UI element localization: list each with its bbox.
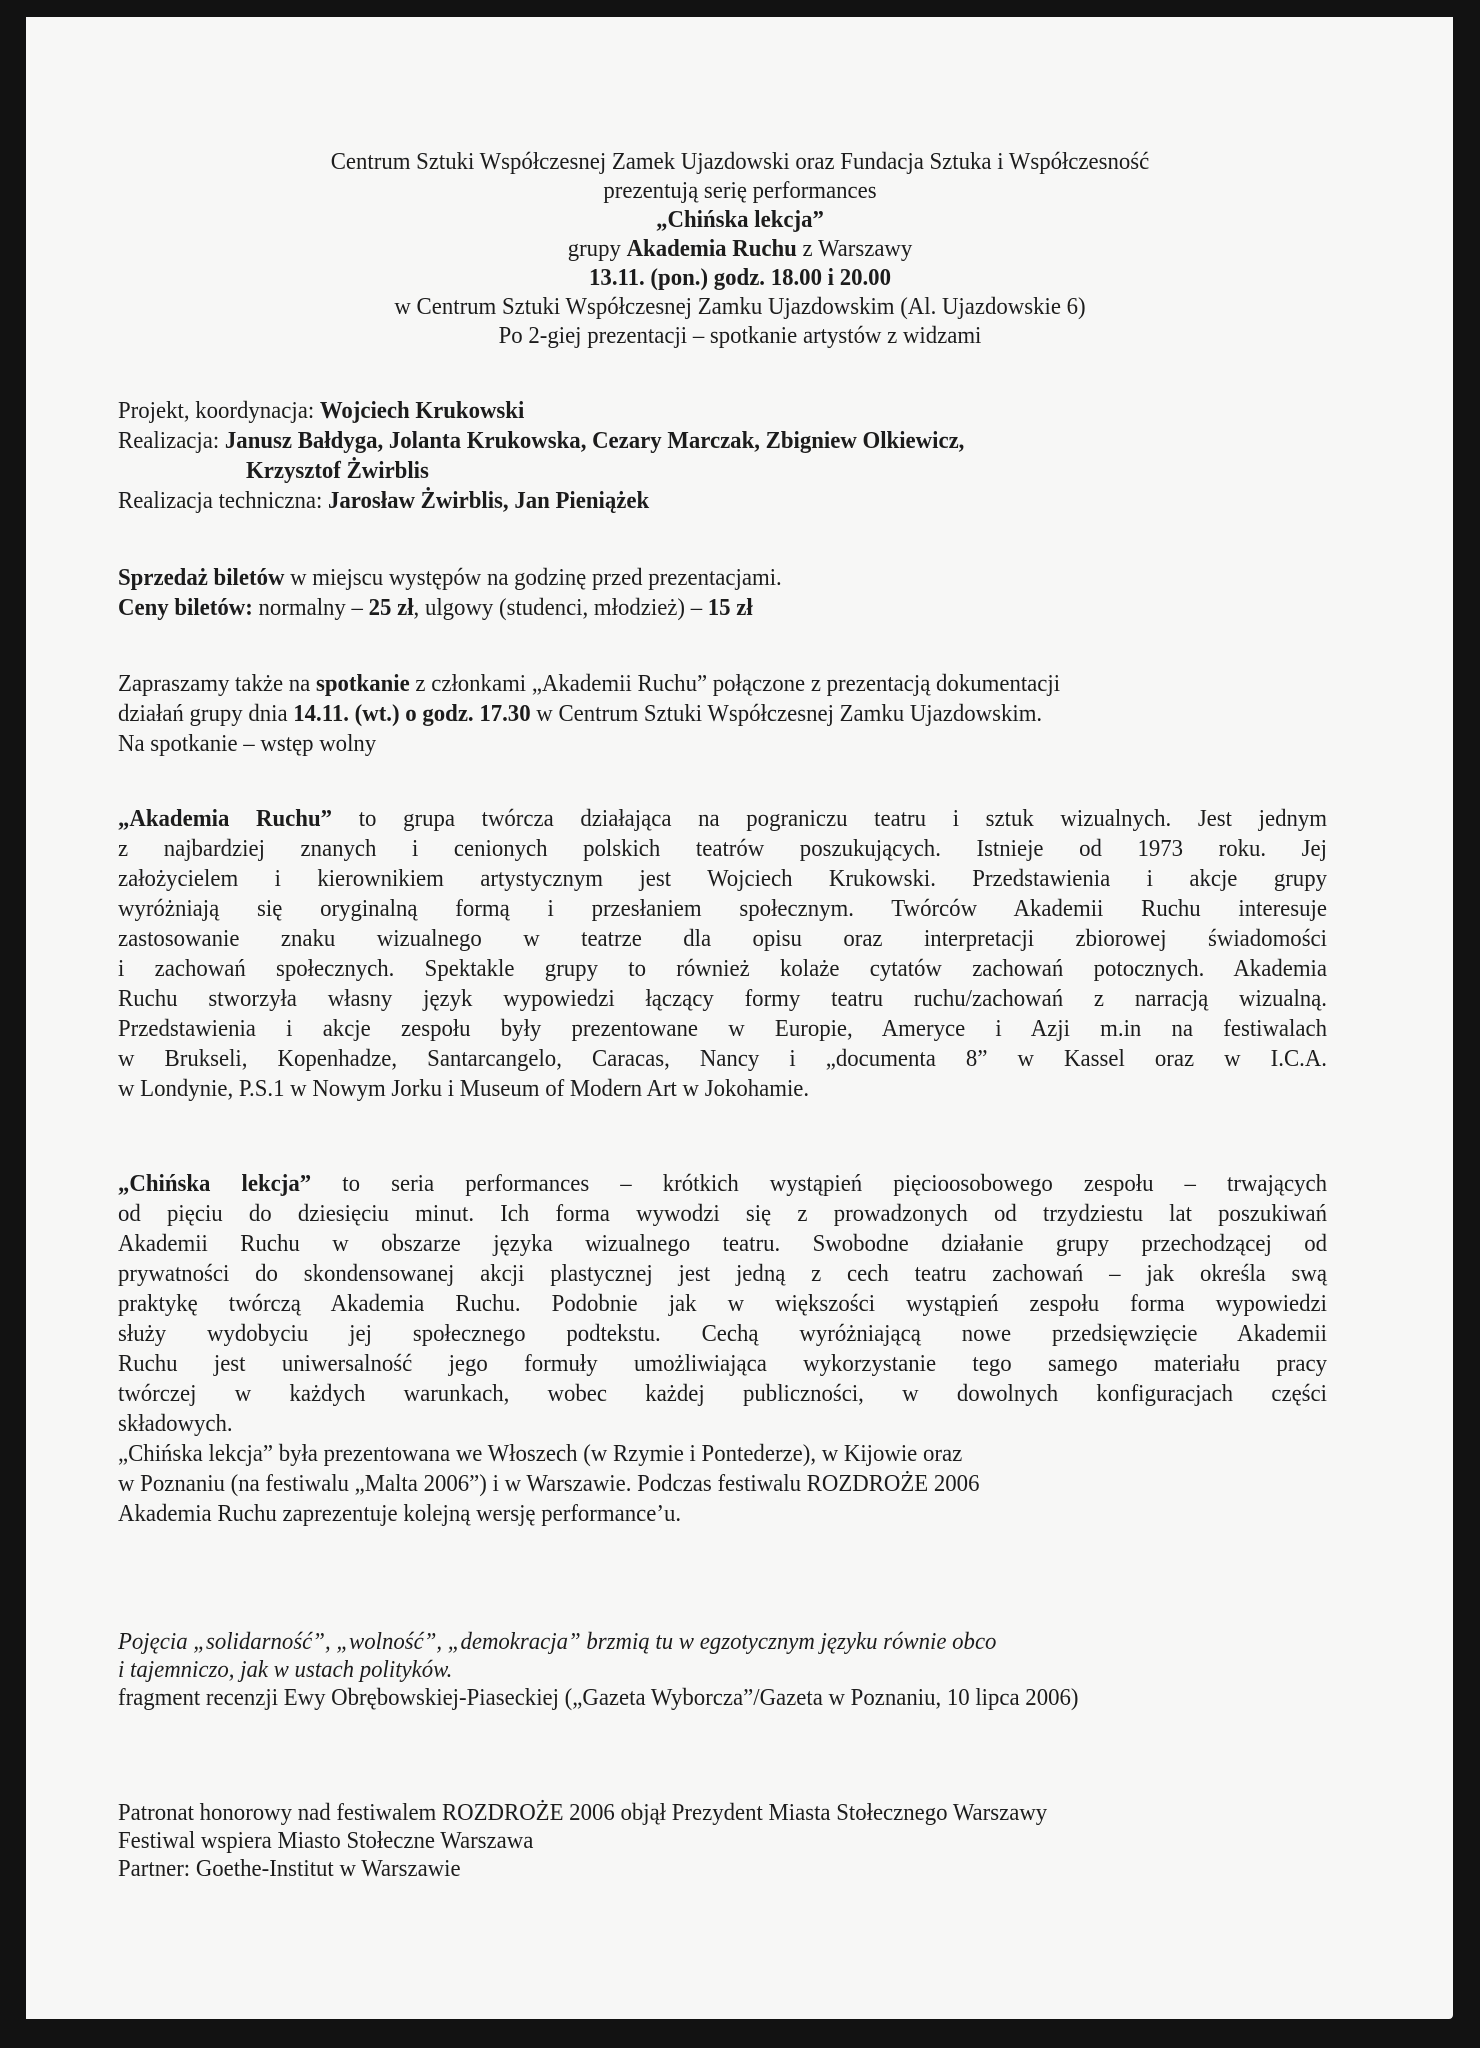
event-venue: w Centrum Sztuki Współczesnej Zamku Ujazdowskim (Al. Ujazdowskie 6): [394, 293, 1086, 320]
meeting-line-2: [118, 700, 1042, 728]
credit-realization: [118, 427, 964, 455]
partner-note: Partner: Goethe-Institut w Warszawie: [118, 1855, 461, 1882]
text: Zapraszamy także na: [118, 670, 317, 697]
paragraph-line: założycielem i kierownikiem artystycznym jest Wojciech Krukowski. Przedstawienia i akcje grupy: [118, 865, 1327, 892]
paragraph-line: Przedstawienia i akcje zespołu były prezentowane w Europie, Ameryce i Azji m.in na festiwalach: [118, 1015, 1327, 1042]
paragraph-line: wyróżniają się oryginalną formą i przesłaniem społecznym. Twórców Akademii Ruchu interesuje: [118, 895, 1327, 922]
paragraph-line: i zachowań społecznych. Spektakle grupy to również kolaże cytatów zachowań potocznych. Akademia: [118, 955, 1327, 982]
price-normal: 25 zł: [368, 594, 414, 621]
meeting-line-3: Na spotkanie – wstęp wolny: [118, 730, 377, 757]
price-reduced: 15 zł: [707, 594, 753, 621]
credit-label: Projekt, koordynacja:: [118, 397, 320, 424]
paragraph-line: od pięciu do dziesięciu minut. Ich forma wywodzi się z prowadzonych od trzydziestu lat poszukiwań: [118, 1200, 1327, 1227]
credit-label: Realizacja techniczna:: [118, 487, 329, 514]
header-group: [52, 235, 1428, 263]
text: w Centrum Sztuki Współczesnej Zamku Ujazdowskim.: [530, 700, 1043, 727]
group-prefix: grupy: [567, 235, 627, 262]
history-line: Akademia Ruchu zaprezentuje kolejną wersję performance’u.: [118, 1500, 682, 1527]
credit-value: Jarosław Żwirblis, Jan Pieniążek: [328, 487, 650, 514]
ticket-sale-label: Sprzedaż biletów: [118, 564, 285, 591]
group-name: Akademia Ruchu: [626, 235, 797, 262]
history-line: „Chińska lekcja” była prezentowana we Włoszech (w Rzymie i Pontederze), w Kijowie oraz: [118, 1440, 963, 1467]
ticket-sale-text: w miejscu występów na godzinę przed prezentacjami.: [284, 564, 782, 591]
paragraph-line: Ruchu jest uniwersalność jego formuły umożliwiająca wykorzystanie tego samego materiału pracy: [118, 1350, 1327, 1377]
paragraph-line: Ruchu stworzyła własny język wypowiedzi łączący formy teatru ruchu/zachowań z narracją wizualną.: [118, 985, 1327, 1012]
header-organizers: Centrum Sztuki Współczesnej Zamek Ujazdowski oraz Fundacja Sztuka i Współczesność: [330, 148, 1150, 175]
paragraph-line: praktykę twórczą Akademia Ruchu. Podobnie jak w większości wystąpień zespołu forma wypowiedzi: [118, 1290, 1327, 1317]
quote-line: i tajemniczo, jak w ustach polityków.: [118, 1656, 453, 1683]
credit-technical: [118, 487, 649, 515]
ticket-prices: [118, 594, 753, 622]
paragraph-line: w Londynie, P.S.1 w Nowym Jorku i Museum of Modern Art w Jokohamie.: [118, 1075, 810, 1102]
paragraph-line: Akademii Ruchu w obszarze języka wizualnego teatru. Swobodne działanie grupy przechodzącej od: [118, 1230, 1327, 1257]
support-note: Festiwal wspiera Miasto Stołeczne Warszawa: [118, 1827, 534, 1854]
paragraph-line: [118, 1170, 1327, 1198]
paragraph-line: prywatności do skondensowanej akcji plastycznej jest jedną z cech teatru zachowań – jak określa swą: [118, 1260, 1327, 1287]
paragraph-line: z najbardziej znanych i cenionych polskich teatrów poszukujących. Istnieje od 1973 roku. Jej: [118, 835, 1327, 862]
text: z członkami „Akademii Ruchu” połączone z prezentacją dokumentacji: [409, 670, 1061, 697]
price-normal-text: normalny –: [252, 594, 369, 621]
paragraph-line: twórczej w każdych warunkach, wobec każdej publiczności, w dowolnych konfiguracjach części: [118, 1380, 1327, 1407]
credit-realization-cont: Krzysztof Żwirblis: [246, 457, 429, 484]
group-suffix: z Warszawy: [796, 235, 913, 262]
patronage-note: Patronat honorowy nad festiwalem ROZDROŻE 2006 objął Prezydent Miasta Stołecznego Warszawy: [118, 1799, 1048, 1826]
paragraph-line: w Brukseli, Kopenhadze, Santarcangelo, Caracas, Nancy i „documenta 8” w Kassel oraz w I.C.A.: [118, 1045, 1327, 1072]
text: to grupa twórcza działająca na pograniczu teatru i sztuk wizualnych. Jest jednym: [332, 805, 1328, 832]
header-presents: prezentują serię performances: [603, 177, 877, 204]
credit-value: Janusz Bałdyga, Jolanta Krukowska, Cezary Marczak, Zbigniew Olkiewicz,: [224, 427, 965, 454]
paragraph-line: służy wydobyciu jej społecznego podtekstu. Cechą wyróżniającą nowe przedsięwzięcie Akademii: [118, 1320, 1327, 1347]
credit-project: [118, 397, 524, 425]
text: to seria performances – krótkich wystąpień pięcioosobowego zespołu – trwających: [311, 1170, 1327, 1197]
paragraph-line: zastosowanie znaku wizualnego w teatrze dla opisu oraz interpretacji zbiorowej świadomości: [118, 925, 1327, 952]
meeting-date-time: 14.11. (wt.) o godz. 17.30: [293, 700, 531, 727]
text: działań grupy dnia: [118, 700, 294, 727]
quote-source: fragment recenzji Ewy Obrębowskiej-Piaseckiej („Gazeta Wyborcza”/Gazeta w Poznaniu, 10 lipca 2006): [118, 1684, 1079, 1711]
credit-value: Wojciech Krukowski: [319, 397, 525, 424]
history-line: w Poznaniu (na festiwalu „Malta 2006”) i w Warszawie. Podczas festiwalu ROZDROŻE 2006: [118, 1470, 980, 1497]
event-date-time: 13.11. (pon.) godz. 18.00 i 20.00: [589, 264, 891, 291]
price-reduced-text: , ulgowy (studenci, młodzież) –: [413, 594, 708, 621]
paragraph-line: [118, 805, 1327, 833]
paragraph-lead: „Akademia Ruchu”: [118, 805, 333, 832]
event-title: „Chińska lekcja”: [656, 206, 824, 233]
ticket-sale: [118, 564, 782, 592]
meeting-keyword: spotkanie: [316, 670, 410, 697]
credit-label: Realizacja:: [118, 427, 225, 454]
price-label: Ceny biletów:: [118, 594, 253, 621]
paragraph-lead: „Chińska lekcja”: [118, 1170, 312, 1197]
after-show-note: Po 2-giej prezentacji – spotkanie artystów z widzami: [498, 322, 982, 349]
paragraph-line: składowych.: [118, 1410, 233, 1437]
quote-line: Pojęcia „solidarność”, „wolność”, „demokracja” brzmią tu w egzotycznym języku równie obco: [118, 1628, 997, 1655]
meeting-line-1: [118, 670, 1060, 698]
